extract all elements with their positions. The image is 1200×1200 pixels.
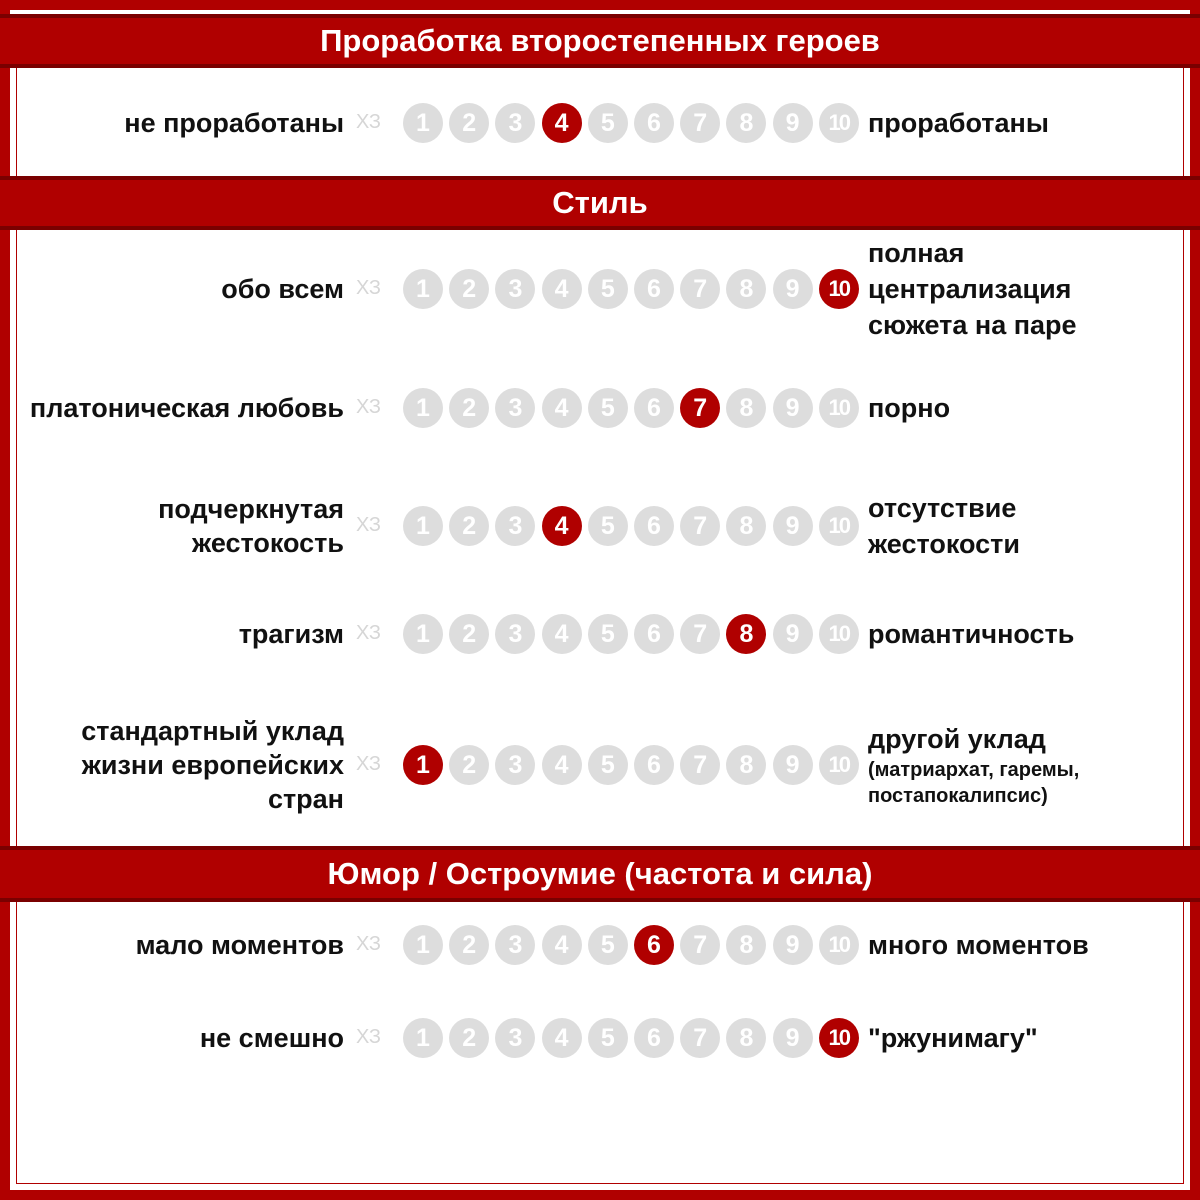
- unsure-option: ХЗ: [356, 514, 381, 536]
- right-pole-label: [868, 721, 1178, 809]
- rating-dot: 9: [773, 614, 813, 654]
- left-pole-label: мало моментов: [135, 930, 344, 960]
- rating-dot: 7: [680, 506, 720, 546]
- rating-dot: 4: [542, 269, 582, 309]
- right-pole-label: [868, 1020, 1168, 1056]
- rating-dot: 4: [542, 388, 582, 428]
- selected-rating-dot: 1: [403, 745, 443, 785]
- rating-dot: 2: [449, 614, 489, 654]
- rating-dot: 8: [726, 103, 766, 143]
- rating-dot: 10: [819, 506, 859, 546]
- selected-rating-dot: 6: [634, 925, 674, 965]
- rating-dot: 6: [634, 745, 674, 785]
- section-header-style: [0, 176, 1200, 230]
- unsure-option: ХЗ: [356, 753, 381, 775]
- right-pole-label: [868, 490, 1168, 562]
- left-pole-label: стандартный уклад жизни европейских стран: [81, 716, 344, 814]
- rating-dot: 5: [588, 506, 628, 546]
- rating-scale: [356, 268, 866, 310]
- rating-dot: 3: [495, 103, 535, 143]
- rating-dot: 9: [773, 269, 813, 309]
- rating-dot: 8: [726, 506, 766, 546]
- rating-dot: 7: [680, 269, 720, 309]
- unsure-option: ХЗ: [356, 622, 381, 644]
- rating-dot: 5: [588, 614, 628, 654]
- selected-rating-dot: 10: [819, 1018, 859, 1058]
- right-pole-text: романтичность: [868, 619, 1075, 649]
- rating-dot: 7: [680, 103, 720, 143]
- unsure-option: ХЗ: [356, 396, 381, 418]
- rating-dot: 2: [449, 506, 489, 546]
- rating-dot: 3: [495, 614, 535, 654]
- left-pole-label: не смешно: [199, 1023, 344, 1053]
- rating-dot: 6: [634, 388, 674, 428]
- rating-dot: 2: [449, 388, 489, 428]
- rating-dot: 10: [819, 925, 859, 965]
- rating-dot: 6: [634, 103, 674, 143]
- right-pole-text: проработаны: [868, 108, 1049, 138]
- rating-scale: [356, 102, 866, 144]
- rating-dot: 2: [449, 103, 489, 143]
- rating-dot: 9: [773, 388, 813, 428]
- rating-dot: 7: [680, 925, 720, 965]
- section-header-humor: [0, 846, 1200, 902]
- rating-dot: 8: [726, 925, 766, 965]
- right-pole-label: [868, 616, 1168, 652]
- rating-dot: 5: [588, 388, 628, 428]
- right-pole-text: много моментов: [868, 930, 1089, 960]
- rating-scale: [356, 613, 866, 655]
- selected-rating-dot: 7: [680, 388, 720, 428]
- rating-row: [0, 370, 1200, 446]
- rating-dot: 8: [726, 269, 766, 309]
- rating-dot: 6: [634, 614, 674, 654]
- rating-dot: 3: [495, 506, 535, 546]
- rating-dot: 10: [819, 103, 859, 143]
- rating-dot: 3: [495, 925, 535, 965]
- rating-dot: 3: [495, 388, 535, 428]
- rating-dot: 4: [542, 1018, 582, 1058]
- rating-row: [0, 915, 1200, 975]
- rating-row: [0, 604, 1200, 664]
- rating-scale: [356, 387, 866, 429]
- right-pole-label: [868, 927, 1168, 963]
- rating-dot: 3: [495, 1018, 535, 1058]
- unsure-option: ХЗ: [356, 277, 381, 299]
- rating-dot: 5: [588, 103, 628, 143]
- rating-dot: 10: [819, 745, 859, 785]
- rating-dot: 5: [588, 269, 628, 309]
- rating-dot: 9: [773, 925, 813, 965]
- left-pole-label: платоническая любовь: [29, 393, 344, 423]
- rating-dot: 4: [542, 745, 582, 785]
- right-pole-label: [868, 235, 1168, 343]
- rating-dot: 5: [588, 745, 628, 785]
- right-pole-text: порно: [868, 393, 951, 423]
- rating-dot: 7: [680, 745, 720, 785]
- rating-dot: 2: [449, 745, 489, 785]
- rating-dot: 5: [588, 925, 628, 965]
- left-pole-label: обо всем: [221, 274, 344, 304]
- right-pole-text: отсутствие жестокости: [868, 493, 1020, 559]
- right-pole-label: [868, 105, 1168, 141]
- rating-dot: 1: [403, 388, 443, 428]
- rating-dot: 1: [403, 103, 443, 143]
- rating-row: [0, 88, 1200, 158]
- rating-row: [0, 238, 1200, 340]
- rating-scale: [356, 505, 866, 547]
- rating-dot: 1: [403, 614, 443, 654]
- right-pole-text: другой уклад: [868, 724, 1046, 754]
- rating-row: [0, 712, 1200, 818]
- rating-dot: 6: [634, 269, 674, 309]
- rating-dot: 2: [449, 925, 489, 965]
- right-pole-subtext: (матриархат, гаремы, постапокалипсис): [868, 759, 1080, 807]
- selected-rating-dot: 8: [726, 614, 766, 654]
- rating-dot: 8: [726, 1018, 766, 1058]
- section-header-secondary-characters: [0, 14, 1200, 68]
- section-title: Стиль: [552, 185, 648, 220]
- selected-rating-dot: 10: [819, 269, 859, 309]
- rating-dot: 4: [542, 614, 582, 654]
- rating-row: [0, 1008, 1200, 1068]
- rating-dot: 1: [403, 925, 443, 965]
- rating-dot: 10: [819, 614, 859, 654]
- rating-dot: 10: [819, 388, 859, 428]
- rating-dot: 3: [495, 745, 535, 785]
- rating-dot: 6: [634, 1018, 674, 1058]
- rating-dot: 9: [773, 745, 813, 785]
- rating-dot: 1: [403, 506, 443, 546]
- unsure-option: ХЗ: [356, 1026, 381, 1048]
- rating-dot: 9: [773, 506, 813, 546]
- selected-rating-dot: 4: [542, 506, 582, 546]
- left-pole-label: подчеркнутая жестокость: [158, 494, 344, 558]
- section-title: Юмор / Остроумие (частота и сила): [327, 856, 873, 891]
- rating-dot: 6: [634, 506, 674, 546]
- left-pole-label: трагизм: [238, 619, 344, 649]
- rating-dot: 3: [495, 269, 535, 309]
- rating-scale: [356, 744, 866, 786]
- selected-rating-dot: 4: [542, 103, 582, 143]
- rating-dot: 9: [773, 1018, 813, 1058]
- rating-dot: 7: [680, 614, 720, 654]
- rating-dot: 8: [726, 745, 766, 785]
- rating-dot: 1: [403, 1018, 443, 1058]
- right-pole-text: полная централизация сюжета на паре: [868, 238, 1077, 340]
- rating-scale: [356, 924, 866, 966]
- unsure-option: ХЗ: [356, 111, 381, 133]
- rating-row: [0, 488, 1200, 564]
- left-pole-label: не проработаны: [124, 108, 344, 138]
- right-pole-text: "ржунимагу": [868, 1023, 1038, 1053]
- rating-dot: 5: [588, 1018, 628, 1058]
- rating-dot: 7: [680, 1018, 720, 1058]
- rating-dot: 1: [403, 269, 443, 309]
- right-pole-label: [868, 390, 1168, 426]
- rating-dot: 2: [449, 1018, 489, 1058]
- rating-dot: 4: [542, 925, 582, 965]
- rating-dot: 9: [773, 103, 813, 143]
- unsure-option: ХЗ: [356, 933, 381, 955]
- rating-scale: [356, 1017, 866, 1059]
- rating-dot: 8: [726, 388, 766, 428]
- rating-dot: 2: [449, 269, 489, 309]
- section-title: Проработка второстепенных героев: [320, 23, 880, 58]
